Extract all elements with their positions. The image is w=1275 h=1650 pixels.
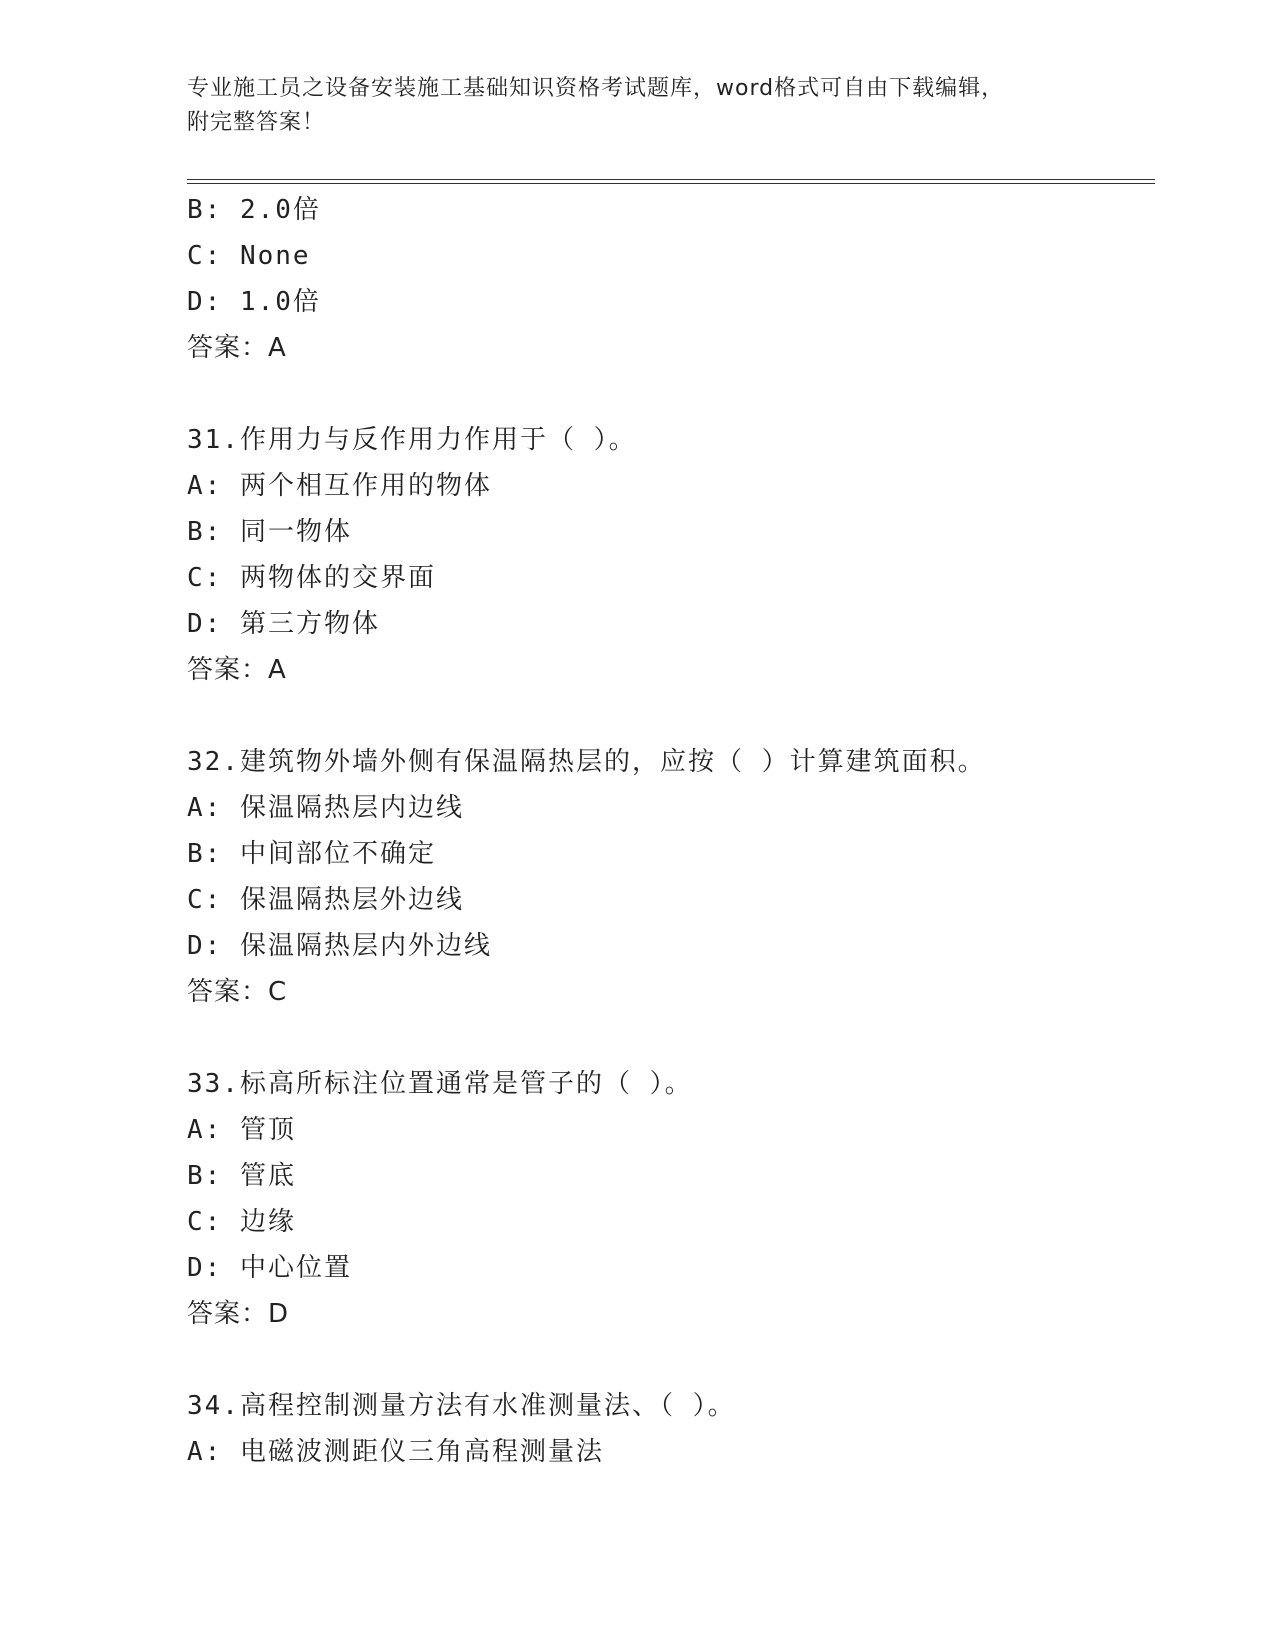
spacer	[187, 1015, 1147, 1061]
option-a: A: 保温隔热层内边线	[187, 793, 464, 823]
option-d: D: 1.0倍	[187, 287, 321, 317]
answer-line: 答案：A	[187, 655, 287, 685]
option-c: C: 两物体的交界面	[187, 563, 436, 593]
question-stem: 32.建筑物外墙外侧有保温隔热层的，应按（ ）计算建筑面积。	[187, 747, 986, 777]
option-d: D: 第三方物体	[187, 609, 380, 639]
header-divider-top	[187, 179, 1155, 180]
answer-line: 答案：A	[187, 333, 287, 363]
option-a: A: 电磁波测距仪三角高程测量法	[187, 1437, 604, 1467]
question-stem: 34.高程控制测量方法有水准测量法、（ ）。	[187, 1391, 736, 1421]
option-b: B: 2.0倍	[187, 195, 321, 225]
header-divider-bottom	[187, 183, 1155, 184]
header-line-2: 附完整答案！	[187, 110, 326, 135]
option-d: D: 保温隔热层内外边线	[187, 931, 492, 961]
question-block-34	[187, 1383, 1147, 1475]
option-c: C: None	[187, 241, 311, 271]
option-c: C: 边缘	[187, 1207, 296, 1237]
answer-line: 答案：C	[187, 977, 288, 1007]
question-block-31	[187, 417, 1147, 693]
prev-question-block	[187, 187, 1147, 371]
spacer	[187, 693, 1147, 739]
spacer	[187, 371, 1147, 417]
question-stem: 33.标高所标注位置通常是管子的（ ）。	[187, 1069, 693, 1099]
question-stem: 31.作用力与反作用力作用于（ ）。	[187, 425, 637, 455]
question-block-32	[187, 739, 1147, 1015]
header-line-1: 专业施工员之设备安装施工基础知识资格考试题库，word格式可自由下载编辑，	[187, 76, 1005, 101]
option-b: B: 同一物体	[187, 517, 352, 547]
option-a: A: 管顶	[187, 1115, 296, 1145]
option-b: B: 管底	[187, 1161, 296, 1191]
option-d: D: 中心位置	[187, 1253, 352, 1283]
option-a: A: 两个相互作用的物体	[187, 471, 492, 501]
question-content	[187, 187, 1147, 1475]
spacer	[187, 1337, 1147, 1383]
document-header	[187, 72, 1067, 140]
answer-line: 答案：D	[187, 1299, 290, 1329]
option-c: C: 保温隔热层外边线	[187, 885, 464, 915]
option-b: B: 中间部位不确定	[187, 839, 436, 869]
question-block-33	[187, 1061, 1147, 1337]
